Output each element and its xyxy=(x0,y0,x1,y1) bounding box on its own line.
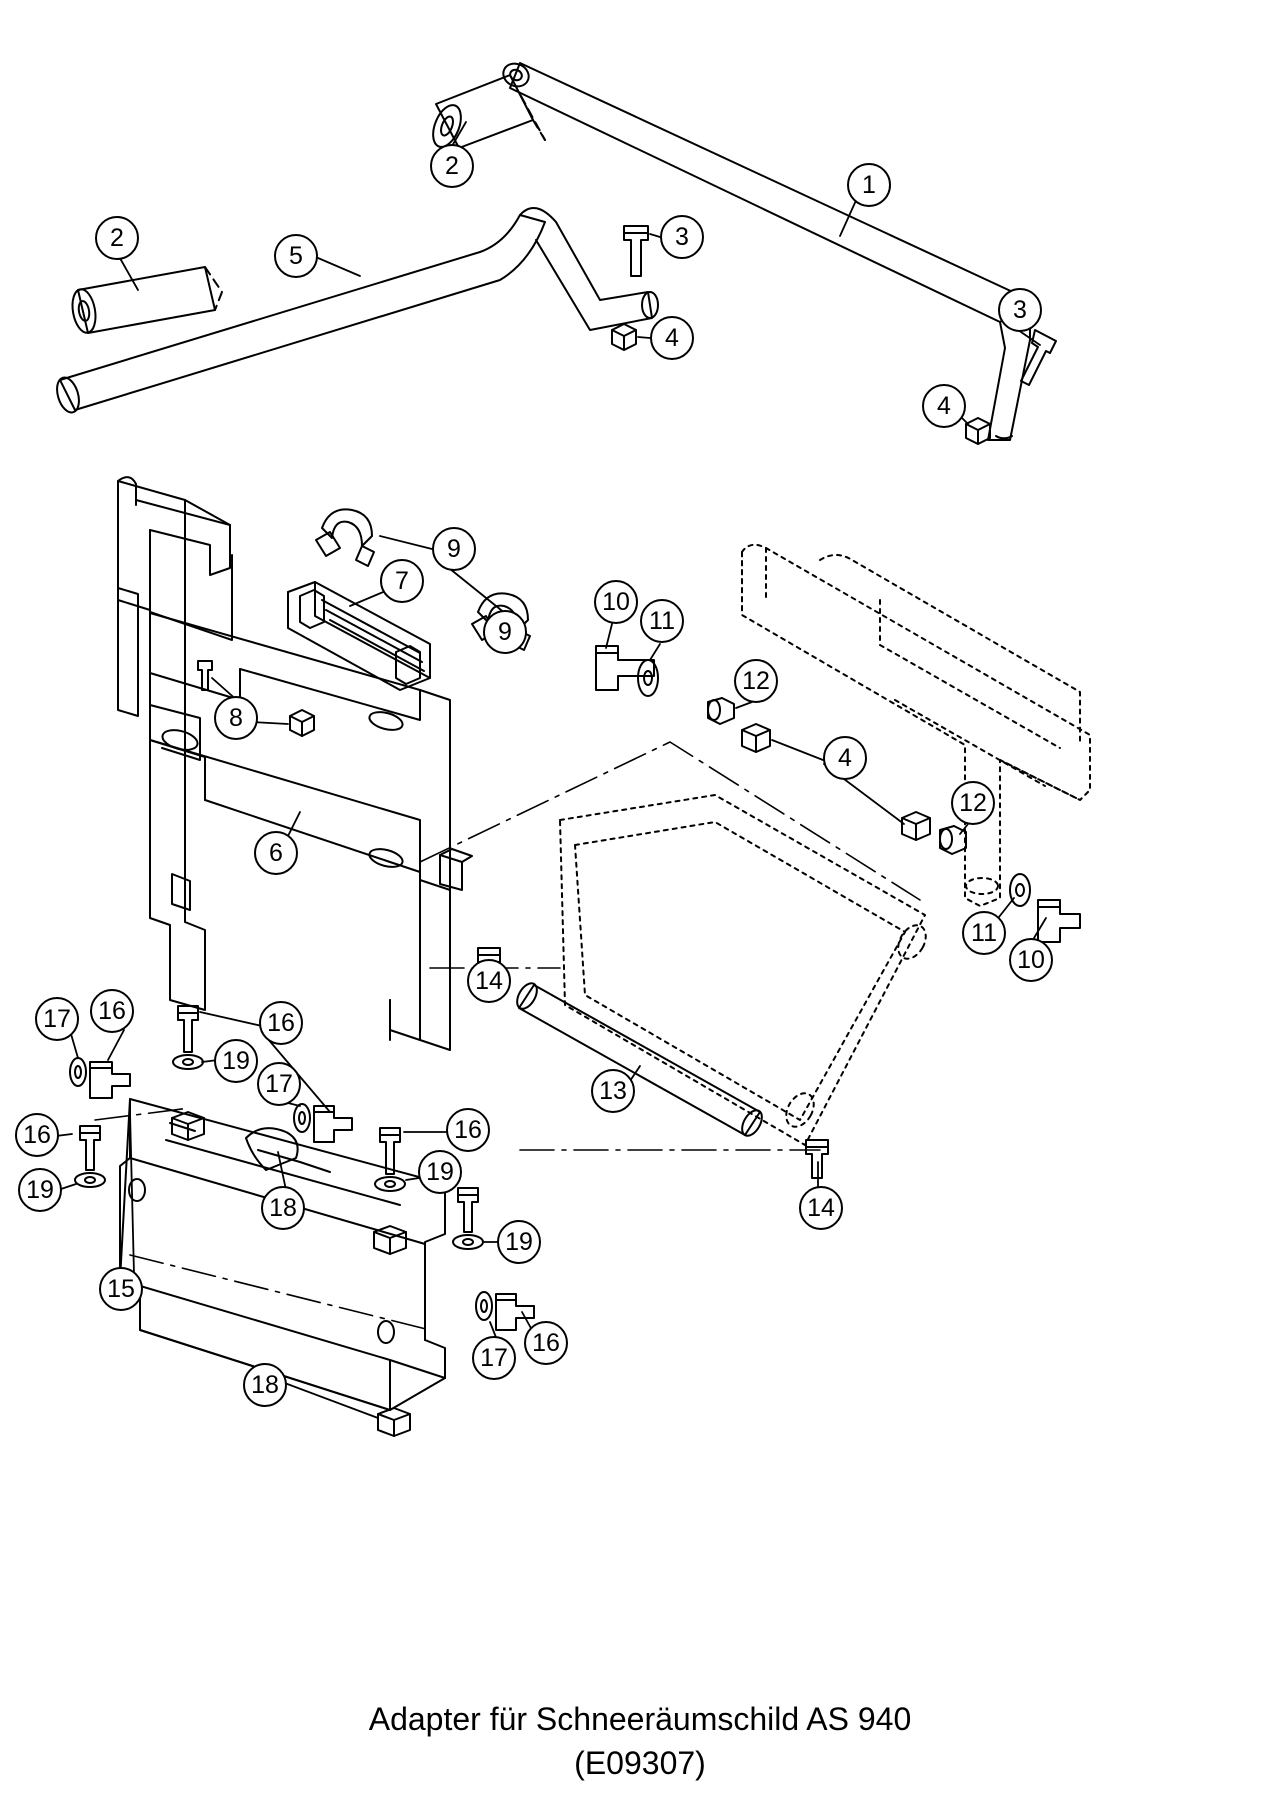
part-nut-4-middle xyxy=(742,724,770,752)
fastener-17-left xyxy=(70,1058,86,1086)
callout-17: 17 xyxy=(35,997,79,1041)
callout-9: 9 xyxy=(483,610,527,654)
part-washer-11-upper xyxy=(638,660,658,696)
caption-title: Adapter für Schneeräumschild AS 940 xyxy=(368,1701,912,1737)
phantom-blade-frame xyxy=(742,545,1090,906)
callout-11: 11 xyxy=(962,911,1006,955)
part-bushing-12-upper xyxy=(708,698,734,724)
callout-18: 18 xyxy=(243,1363,287,1407)
callout-19: 19 xyxy=(18,1168,62,1212)
callout-2: 2 xyxy=(430,144,474,188)
callout-4: 4 xyxy=(823,736,867,780)
callout-11: 11 xyxy=(640,599,684,643)
callout-14: 14 xyxy=(467,959,511,1003)
callout-1: 1 xyxy=(847,163,891,207)
part-washer-11-lower xyxy=(1010,874,1030,906)
part-pivot-rod xyxy=(513,980,766,1139)
part-upper-push-arm xyxy=(500,60,1030,440)
diagram-caption xyxy=(0,1697,1280,1785)
fastener-17-bottom xyxy=(476,1292,492,1320)
callout-13: 13 xyxy=(591,1069,635,1113)
part-pivot-bolt-right xyxy=(806,1140,828,1178)
callout-3: 3 xyxy=(660,215,704,259)
callout-2: 2 xyxy=(95,216,139,260)
fastener-16-c xyxy=(80,1126,100,1170)
fastener-17-mid xyxy=(294,1104,310,1132)
fastener-16-left xyxy=(90,1062,130,1098)
callout-10: 10 xyxy=(594,580,638,624)
callout-4: 4 xyxy=(650,316,694,360)
part-clamp-bracket-upper xyxy=(316,509,374,566)
callout-14: 14 xyxy=(799,1186,843,1230)
callout-5: 5 xyxy=(274,234,318,278)
fastener-16-d xyxy=(458,1188,478,1232)
callout-12: 12 xyxy=(951,781,995,825)
callout-16: 16 xyxy=(524,1321,568,1365)
callout-3: 3 xyxy=(998,288,1042,332)
callout-19: 19 xyxy=(214,1039,258,1083)
callout-17: 17 xyxy=(472,1336,516,1380)
fastener-19-a xyxy=(173,1055,203,1069)
callout-16: 16 xyxy=(90,989,134,1033)
part-bolt-3-center xyxy=(624,226,648,276)
callout-9: 9 xyxy=(432,527,476,571)
callout-7: 7 xyxy=(380,559,424,603)
caption-subtitle: (E09307) xyxy=(574,1745,706,1781)
callout-10: 10 xyxy=(1009,938,1053,982)
callout-15: 15 xyxy=(99,1267,143,1311)
callout-6: 6 xyxy=(254,831,298,875)
fastener-18-bottom xyxy=(378,1408,410,1436)
callout-4: 4 xyxy=(922,384,966,428)
callout-19: 19 xyxy=(418,1150,462,1194)
callout-16: 16 xyxy=(446,1108,490,1152)
callout-16: 16 xyxy=(15,1113,59,1157)
callout-12: 12 xyxy=(734,659,778,703)
part-nut-4-right xyxy=(966,418,990,444)
fastener-19-d xyxy=(453,1235,483,1249)
part-lower-push-arm xyxy=(53,208,658,415)
callout-19: 19 xyxy=(497,1220,541,1264)
fastener-16-a xyxy=(178,1006,198,1052)
callout-8: 8 xyxy=(214,696,258,740)
fastener-18-b xyxy=(374,1226,406,1254)
fastener-16-mid xyxy=(314,1106,352,1142)
callout-16: 16 xyxy=(259,1001,303,1045)
part-mounting-plate xyxy=(120,1099,445,1410)
callout-18: 18 xyxy=(261,1186,305,1230)
part-tube-sleeve-left xyxy=(69,267,222,335)
part-tube-sleeve-upper xyxy=(428,75,545,151)
part-nut-4-lower xyxy=(902,812,930,840)
part-nut-4-center xyxy=(612,324,636,350)
fastener-19-b xyxy=(375,1177,405,1191)
fastener-19-c xyxy=(75,1173,105,1187)
callout-17: 17 xyxy=(257,1062,301,1106)
part-adapter-frame xyxy=(118,477,472,1050)
